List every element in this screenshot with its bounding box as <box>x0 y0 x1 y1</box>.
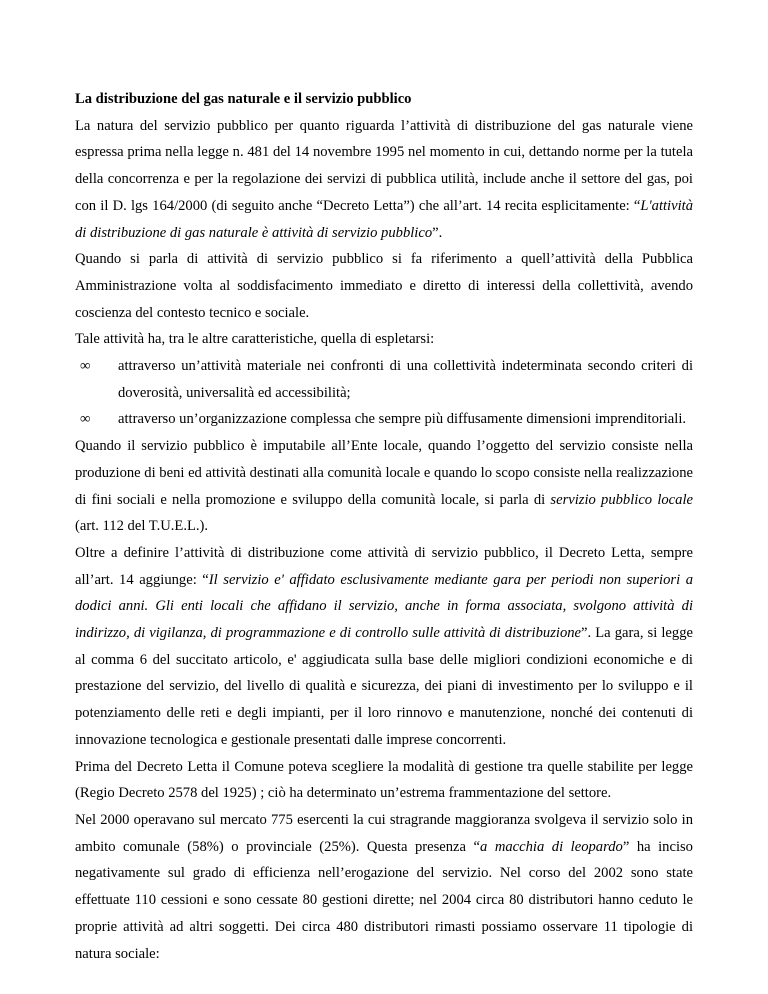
paragraph-1-quote: L'attività di distribuzione di gas naturale è attività di servizio pubblico <box>75 197 693 241</box>
paragraph-7-italic: a macchia di leopardo <box>480 838 623 855</box>
section-title: La distribuzione del gas naturale e il servizio pubblico <box>75 91 412 107</box>
paragraph-4-text-b: (art. 112 del T.U.E.L.). <box>75 518 209 535</box>
paragraph-1-text-a: La natura del servizio pubblico per quanto riguarda l’attività di distribuzione del gas naturale viene espressa prima nella legge n. 481 del 14 novembre 1995 nel momento in cui, dettando norme per la tutela della concorrenza e per la regolazione dei servizi di pubblica utilità, include anche il settore del gas, poi con il D. lgs 164/2000 (di seguito anche “Decreto Letta”) che all’art. 14 recita esplicitamente: “ <box>75 117 693 214</box>
paragraph-5-text-b: ”. La gara, si legge al comma 6 del succitato articolo, e' aggiudicata sulla base delle migliori condizioni economiche e di prestazione del servizio, del livello di qualità e sicurezza, dei piani di investimento per lo sviluppo e il potenziamento delle reti e degli impianti, per il loro rinnovo e manutenzione, nonché dei contenuti di innovazione tecnologica e gestionale presentati dalle imprese concorrenti. <box>75 625 693 748</box>
bullet-list <box>75 353 693 433</box>
paragraph-4-text-a: Quando il servizio pubblico è imputabile all’Ente locale, quando l’oggetto del servizio consiste nella produzione di beni ed attività destinati alla comunità locale e quando lo scopo consiste nella realizzazione di fini sociali e nella promozione e sviluppo della comunità locale, si parla di <box>75 438 693 508</box>
paragraph-7-text-a: Nel 2000 operavano sul mercato 775 esercenti la cui stragrande maggioranza svolgeva il servizio solo in ambito comunale (58%) o provinciale (25%). Questa presenza “ <box>75 811 693 855</box>
paragraph-5-quote: Il servizio e' affidato esclusivamente mediante gara per periodi non superiori a dodici anni. Gli enti locali che affidano il servizio, anche in forma associata, svolgono attività di indirizzo, di vigilanza, di programmazione e di controllo sulle attività di distribuzione <box>75 571 693 642</box>
infinity-bullet-icon: ∞ <box>80 411 91 428</box>
paragraph-7 <box>75 807 693 967</box>
paragraph-7-text-b: ” ha inciso negativamente sul grado di efficienza nell’erogazione del servizio. Nel corso del 2002 sono state effettuate 110 cessioni e sono cessate 80 gestioni dirette; nel 2004 circa 80 distributori hanno ceduto le proprie attività ad altri soggetti. Dei circa 480 distributori rimasti possiamo osservare 11 tipologie di natura sociale: <box>75 838 693 962</box>
paragraph-1-text-b: ”. <box>432 224 443 241</box>
paragraph-2: Quando si parla di attività di servizio pubblico si fa riferimento a quell’attività della Pubblica Amministrazione volta al soddisfacimento immediato e diretto di interessi della collettività, avendo coscienza del contesto tecnico e sociale. <box>75 251 693 321</box>
paragraph-1 <box>75 113 693 247</box>
list-item <box>75 406 693 433</box>
list-item-text: attraverso un’organizzazione complessa che sempre più diffusamente dimensioni imprenditoriali. <box>118 411 687 428</box>
list-item-text: attraverso un’attività materiale nei confronti di una collettività indeterminata secondo criteri di doverosità, universalità ed accessibilità; <box>118 358 693 401</box>
paragraph-6: Prima del Decreto Letta il Comune poteva scegliere la modalità di gestione tra quelle stabilite per legge (Regio Decreto 2578 del 1925) ; ciò ha determinato un’estrema frammentazione del settore. <box>75 758 693 802</box>
paragraph-3: Tale attività ha, tra le altre caratteristiche, quella di espletarsi: <box>75 331 435 348</box>
document-page <box>75 86 693 967</box>
paragraph-5-text-a: Oltre a definire l’attività di distribuzione come attività di servizio pubblico, il Decreto Letta, sempre all’art. 14 aggiunge: “ <box>75 544 693 588</box>
infinity-bullet-icon: ∞ <box>80 358 91 375</box>
paragraph-4 <box>75 433 693 540</box>
list-item <box>75 353 693 406</box>
paragraph-5 <box>75 540 693 754</box>
paragraph-4-italic: servizio pubblico locale <box>550 491 693 508</box>
